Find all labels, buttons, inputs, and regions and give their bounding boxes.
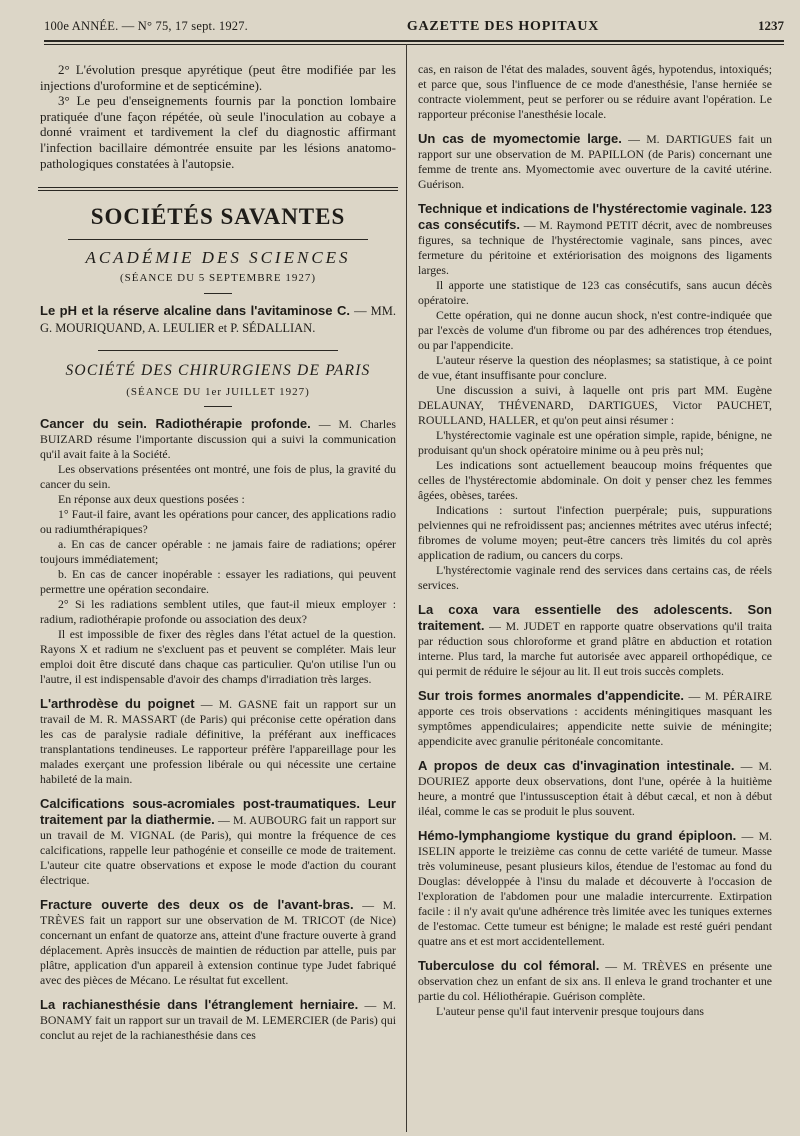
right-column <box>418 62 772 1019</box>
article-text: Indications : surtout l'infection puerpérale; puis, suppurations pelviennes qui ne refroidissent pas; anciennes métrites avec utérus infecté; fibromes de volume moyen; peut-être cancers très limités du col après application de radium, ou cancers du corps. <box>418 503 772 562</box>
article-title: Technique et indications de l'hystérectomie vaginale. 123 cas consécutifs. <box>418 201 772 232</box>
article-text: L'hystérectomie vaginale est une opération simple, rapide, bénigne, ne produisant qu'un shock opératoire minime ou à peu près nul; <box>418 428 772 457</box>
article-text: — M. AUBOURG fait un rapport sur un travail de M. VIGNAL (de Paris), qui montre la fréquence de ces calcifications, rappelle leur pathogénie et conseille ce mode de traitement. L'auteur cite quatre observations et expose le mode d'action du courant électrique. <box>40 813 396 888</box>
societe-title: SOCIÉTÉ DES CHIRURGIENS DE PARIS <box>65 362 371 380</box>
article-text: Une discussion a suivi, à laquelle ont pris part MM. Eugène DELAUNAY, THÉVENARD, DARTIGUES, Victor PAUCHET, ROULLAND, HALLER, et qu'on peut ainsi résumer : <box>418 383 772 427</box>
article-text: Il est impossible de fixer des règles dans l'état actuel de la question. Rayons X et radium ne s'excluent pas et peuvent se compléter. Mais leur emploi doit être discuté dans chaque cas particulier. Qu'on utilise l'un ou l'autre, il est indispensable d'avoir des champs d'irradiation très larges. <box>40 627 396 687</box>
article-title: Calcifications sous-acromiales post-traumatiques. Leur traitement par la diathermie. <box>40 796 396 828</box>
column-divider <box>406 44 407 1132</box>
article-text: L'auteur pense qu'il faut intervenir presque toujours dans <box>436 1004 704 1018</box>
section-title: SOCIÉTÉS SAVANTES <box>90 204 346 230</box>
article-text: — M. TRÈVES en présente une observation chez un enfant de six ans. Il enleva le grand trochanter et une partie du col. Héliothérapie. Guérison complète. <box>418 959 773 1003</box>
article-text: Il apporte une statistique de 123 cas consécutifs, sans aucun décès opératoire. <box>418 278 772 307</box>
article-text: 1° Faut-il faire, avant les opérations pour cancer, des applications radio ou radiumthérapiques? <box>40 507 396 537</box>
item-title: Le pH et la réserve alcaline dans l'avitaminose C. <box>40 302 350 318</box>
article-text: — M. DARTIGUES fait un rapport sur une observation de M. PAPILLON (de Paris) concernant une femme de trente ans. Myomectomie avec ouverture de la cavité utérine. Guérison. <box>418 132 773 191</box>
article-text: — M. JUDET en rapporte quatre observations qu'il traita par réduction sous chloroforme et grand plâtre en abduction et rotation interne. Plus tard, la marche fut autorisée avec appareil orthopédique, ce qui permit de réduire le séjour au lit. Il eut trois succès complets. <box>418 619 772 678</box>
article-cancer-sein <box>40 416 396 687</box>
left-column <box>40 62 396 1043</box>
article-title: Un cas de myomectomie large. <box>418 131 622 146</box>
article-title: Hémo-lymphangiome kystique du grand épiploon. <box>418 828 737 843</box>
article-text: — M. DOURIEZ apporte deux observations, dont l'une, opérée à la huitième heure, a montré que l'intussusception était à début cæcal, et non à début iléal, comme le cas se produit le plus souvent. <box>418 759 772 818</box>
intro-paragraph: 2° L'évolution presque apyrétique (peut être modifiée par les injections d'uroformine et de septicémine). <box>40 62 396 93</box>
continued-text: cas, en raison de l'état des malades, souvent âgés, hypotendus, intoxiqués; et parce que, sous l'influence de ce mode d'anesthésie, l'anse herniée se contracte violemment, peut se perforer ou se réduire avant l'opération. Le rapporteur préconise l'anesthésie locale. <box>418 62 772 121</box>
issue-info: 100e ANNÉE. — N° 75, 17 sept. 1927. <box>44 19 248 33</box>
article-appendicite <box>418 688 772 749</box>
page-number: 1237 <box>758 18 784 33</box>
article-calcifications <box>40 796 396 888</box>
article-text: Cette opération, qui ne donne aucun shock, n'est contre-indiquée que par l'excès de volume d'un fibrome ou par des adhérences trop étendues, ou par l'appendicite. <box>418 308 772 352</box>
article-text: — M. PÉRAIRE apporte ces trois observations : accidents méningitiques masquant les symptômes appendiculaires; appendicite nette suivie de méningite; appendicite avec granulie péritonéale concomitante. <box>418 689 773 748</box>
article-title: Fracture ouverte des deux os de l'avant-bras. <box>40 897 354 913</box>
intro-paragraph: 3° Le peu d'enseignements fournis par la ponction lombaire pratiquée d'une façon répétée, où seule l'inoculation au cobaye a donné vraiment et tardivement la clef du diagnostic affirmant l'infection bacillaire démontrée ensuite par les lésions anatomo-pathologiques constatées à l'autopsie. <box>40 93 396 171</box>
article-coxa-vara <box>418 602 772 679</box>
academie-seance: (SÉANCE DU 5 SEPTEMBRE 1927) <box>119 272 317 285</box>
article-arthrodese <box>40 696 396 787</box>
small-rule <box>204 406 232 407</box>
article-text: Les observations présentées ont montré, une fois de plus, la gravité du cancer du sein. <box>40 462 396 492</box>
article-title: L'arthrodèse du poignet <box>40 696 195 712</box>
title-rule <box>68 239 368 240</box>
article-text: — M. TRÈVES fait un rapport sur une observation de M. TRICOT (de Nice) concernant un enfant de quatorze ans, atteint d'une fracture ouverte à grand déplacement. Après insuccès de maintien de réduction par attelle, puis par plâtre, application d'un appareil à extension continue type Judet fabriqué avec des pièces de Mécano. Le résultat fut excellent. <box>40 898 397 988</box>
article-fracture <box>40 897 396 988</box>
small-rule <box>204 293 232 294</box>
article-text: b. En cas de cancer inopérable : essayer les radiations, qui peuvent permettre une opération secondaire. <box>40 567 396 597</box>
article-text: L'hystérectomie vaginale rend des services dans certains cas, de réels services. <box>418 563 772 592</box>
article-title: Cancer du sein. Radiothérapie profonde. <box>40 416 311 432</box>
header-rule <box>44 40 784 45</box>
article-text: L'auteur réserve la question des néoplasmes; sa statistique, à ce point de vue, étant insuffisante pour conclure. <box>418 353 772 382</box>
article-text: a. En cas de cancer opérable : ne jamais faire de radiations; opérer toujours immédiatement; <box>40 537 396 567</box>
academie-title: ACADÉMIE DES SCIENCES <box>85 247 351 267</box>
article-rachianesthesie <box>40 997 396 1043</box>
journal-title: GAZETTE DES HOPITAUX <box>406 19 600 34</box>
article-title: La coxa vara essentielle des adolescents. Son traitement. <box>418 602 772 633</box>
page-header <box>44 18 784 40</box>
article-hemo-lymphangiome <box>418 828 772 949</box>
article-title: Tuberculose du col fémoral. <box>418 958 600 973</box>
article-text: — M. BONAMY fait un rapport sur un travail de M. LEMERCIER (de Paris) qui conclut au rejet de la rachianesthésie dans ces <box>40 998 397 1043</box>
article-tuberculose <box>418 958 772 1019</box>
societe-seance: (SÉANCE DU 1er JUILLET 1927) <box>126 385 310 398</box>
article-text: En réponse aux deux questions posées : <box>58 492 245 507</box>
section-separator <box>38 187 398 191</box>
article-title: La rachianesthésie dans l'étranglement herniaire. <box>40 997 359 1013</box>
article-text: Les indications sont actuellement beaucoup moins fréquentes que celles de l'hystérectomie abdominale. On doit y penser chez les femmes âgées, obèses, tarées. <box>418 458 772 502</box>
article-title: A propos de deux cas d'invagination intestinale. <box>418 758 735 773</box>
article-text: 2° Si les radiations semblent utiles, que faut-il mieux employer : radium, radiothérapie profonde ou association des deux? <box>40 597 396 627</box>
article-text: — M. Charles BUIZARD résume l'importante discussion qui a suivi la communication qu'il avait faite à la Société. <box>40 417 396 462</box>
article-text: — M. ISELIN apporte le treizième cas connu de cette variété de tumeur. Masse très volumineuse, pesant plusieurs kilos, étendue de l'estomac au fond du Douglas: développée à l'insu du malade et découverte à l'occasion de l'exploration de l'abdomen pour une maladie intercurrente. Extirpation facile : il n'y avait qu'une adhérence très limitée avec les tuniques externes de l'estomac. Cette tumeur est bénigne; le malade est resté guéri pendant quatre ans et est mort accidentellement. <box>418 829 773 948</box>
article-text: — M. Raymond PETIT décrit, avec de nombreuses figures, sa technique de l'hystérectomie vaginale, sans pinces, avec fermeture du péritoine et extériorisation des moignons des ligaments larges. <box>418 218 773 277</box>
article-text: — M. GASNE fait un rapport sur un travail de M. R. MASSART (de Paris) qui préconise cette opération dans les cas de paralysie radiale définitive, la préférant aux inefficaces transplantations tendineuses. Le rapporteur préfère l'appareillage pour les malades exerçant une profession libérale ou qui nécessite une certaine habileté de la main. <box>40 697 397 787</box>
article-myomectomie <box>418 131 772 192</box>
article-hysterectomie <box>418 201 772 593</box>
subsection-rule <box>98 350 338 351</box>
item-authors: — MM. G. MOURIQUAND, A. LEULIER et P. SÉDALLIAN. <box>40 303 397 335</box>
article-title: Sur trois formes anormales d'appendicite. <box>418 688 684 703</box>
article-invagination <box>418 758 772 819</box>
